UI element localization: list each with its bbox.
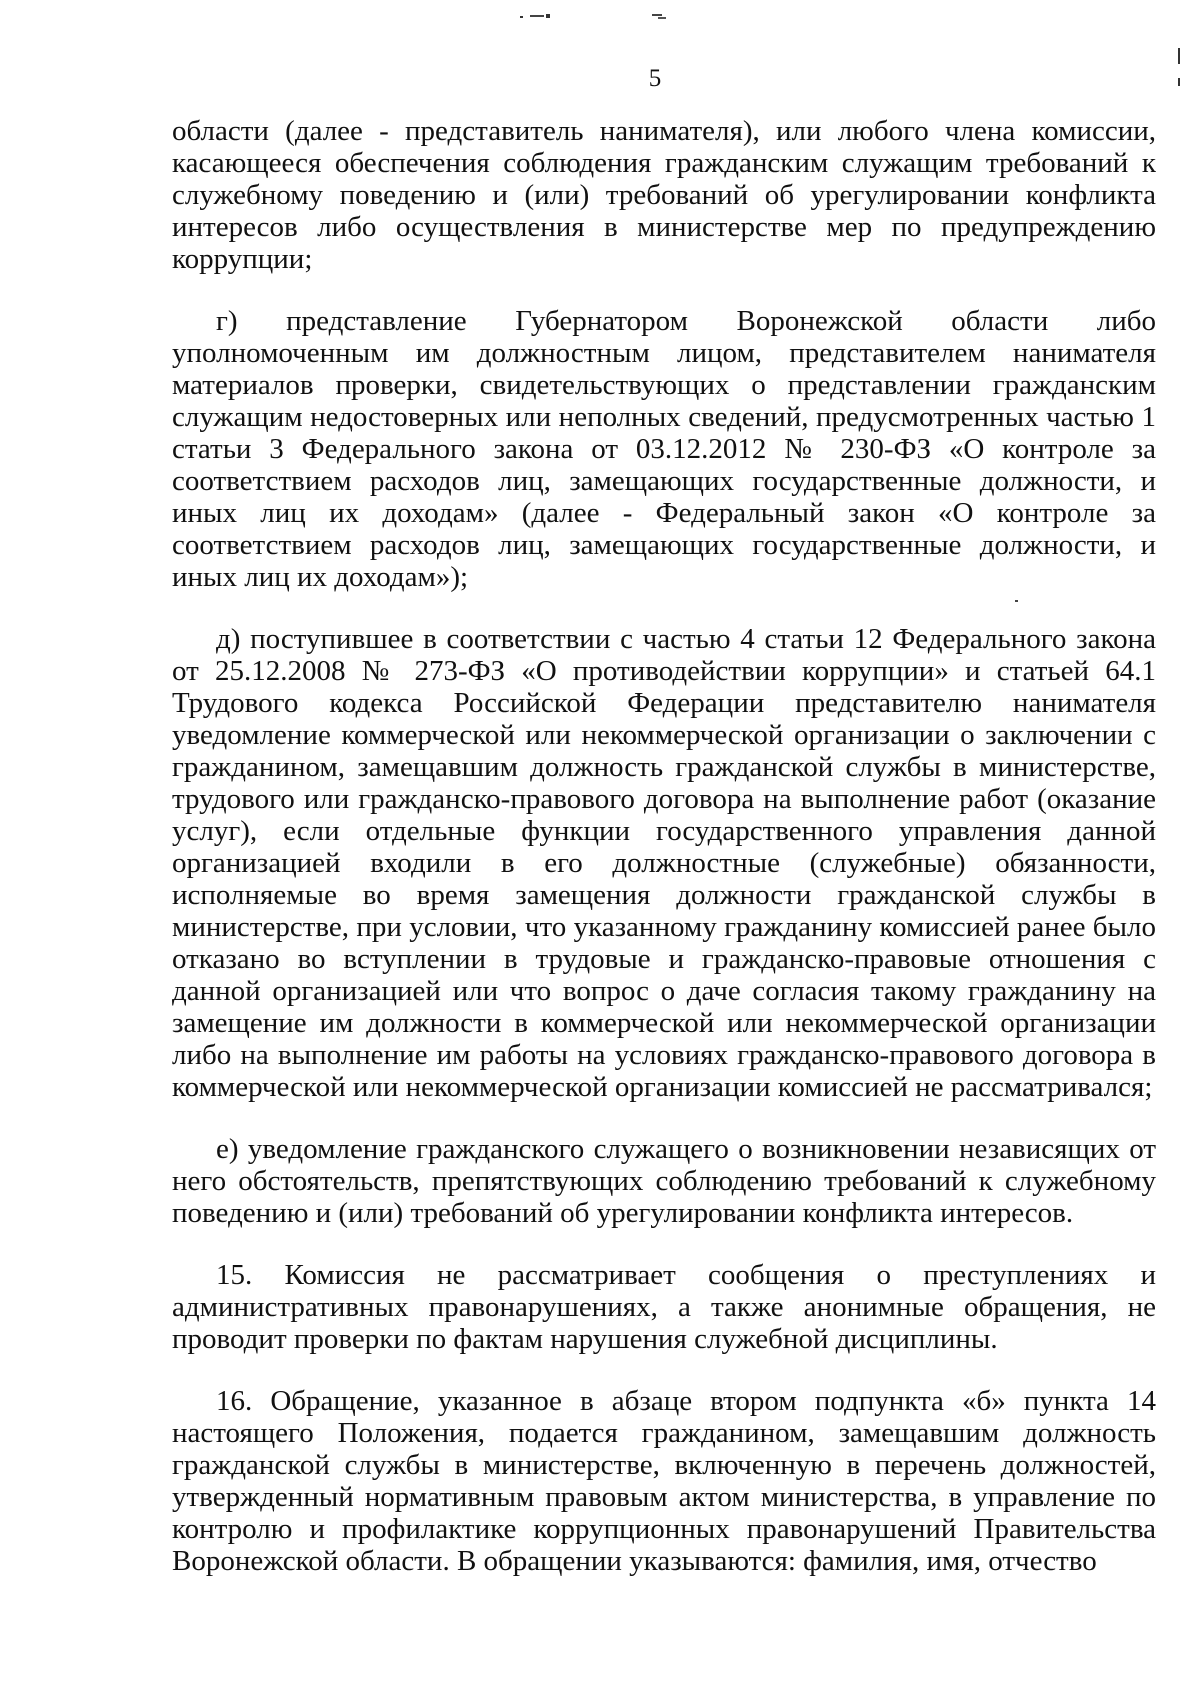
paragraph-subitem-e: е) уведомление гражданского служащего о возникновении независящих от него обстоятельств, препятствующих соблюдению требований к служебному поведению и (или) требований об урегулировании конфликта интересов. [172,1133,1156,1229]
paragraph-subitem-g: г) представление Губернатором Воронежской области либо уполномоченным им должностным лицом, представителем нанимателя материалов проверки, свидетельствующих о представлении гражданским служащим недостоверных или неполных сведений, предусмотренных частью 1 статьи 3 Федерального закона от 03.12.2012 № 230-ФЗ «О контроле за соответствием расходов лиц, замещающих государственные должности, и иных лиц их доходам» (далее - Федеральный закон «О контроле за соответствием расходов лиц, замещающих государственные должности, и иных лиц их доходам»); [172,305,1156,593]
document-body [172,115,1156,1577]
paragraph-clause-15: 15. Комиссия не рассматривает сообщения о преступлениях и административных правонарушениях, а также анонимные обращения, не проводит проверки по фактам нарушения служебной дисциплины. [172,1259,1156,1355]
page-number: 5 [648,65,662,92]
paragraph-clause-16: 16. Обращение, указанное в абзаце втором подпункта «б» пункта 14 настоящего Положения, подается гражданином, замещавшим должность гражданской службы в министерстве, включенную в перечень должностей, утвержденный нормативным правовым актом министерства, в управление по контролю и профилактике коррупционных правонарушений Правительства Воронежской области. В обращении указываются: фамилия, имя, отчество [172,1385,1156,1577]
paragraph-continuation: области (далее - представитель нанимателя), или любого члена комиссии, касающееся обеспечения соблюдения гражданским служащим требований к служебному поведению и (или) требований об урегулировании конфликта интересов либо осуществления в министерстве мер по предупреждению коррупции; [172,115,1156,275]
margin-artifact-marks [1176,48,1182,98]
paragraph-subitem-d: д) поступившее в соответствии с частью 4 статьи 12 Федерального закона от 25.12.2008 № 273-ФЗ «О противодействии коррупции» и статьей 64.1 Трудового кодекса Российской Федерации представителю нанимателя уведомление коммерческой или некоммерческой организации о заключении с гражданином, замещавшим должность гражданской службы в министерстве, трудового или гражданско-правового договора на выполнение работ (оказание услуг), если отдельные функции государственного управления данной организацией входили в его должностные (служебные) обязанности, исполняемые во время замещения должности гражданской службы в министерстве, при условии, что указанному гражданину комиссией ранее было отказано во вступлении в трудовые и гражданско-правовые отношения с данной организацией или что вопрос о даче согласия такому гражданину на замещение им должности в коммерческой или некоммерческой организации либо на выполнение им работы на условиях гражданско-правового договора в коммерческой или некоммерческой организации комиссией не рассматривался; [172,623,1156,1103]
scan-speck [1015,600,1018,602]
scan-artifact-marks [520,10,720,24]
